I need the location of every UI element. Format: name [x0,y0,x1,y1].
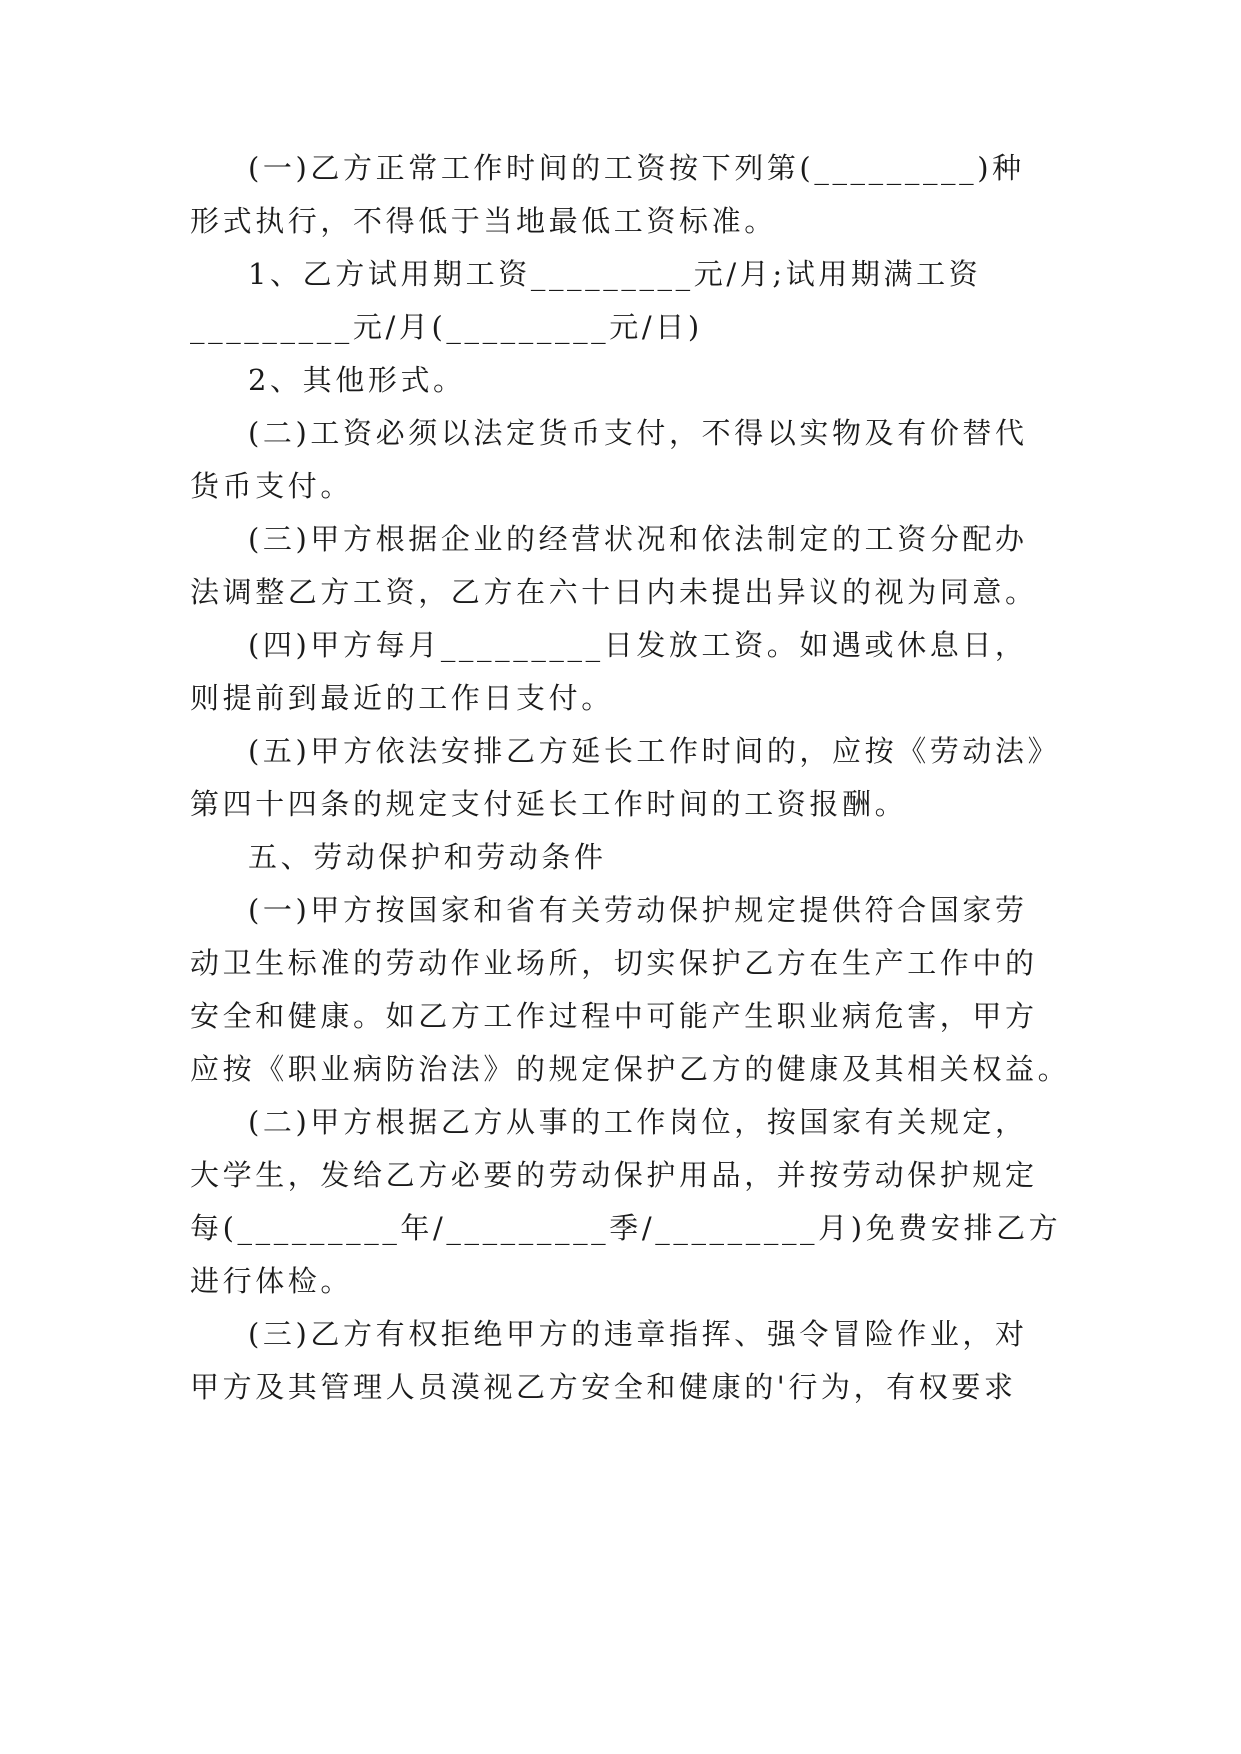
section-heading: 五、劳动保护和劳动条件 [248,840,607,874]
paragraph-line: 形式执行，不得低于当地最低工资标准。 [190,204,777,238]
paragraph-line: 进行体检。 [190,1264,354,1298]
paragraph-line: 每(_________年/_________季/_________月)免费安排乙方 [190,1211,1062,1245]
paragraph-line: (五)甲方依法安排乙方延长工作时间的，应按《劳动法》 [248,734,1061,768]
paragraph-line: (二)工资必须以法定货币支付，不得以实物及有价替代 [248,416,1028,450]
paragraph-line: 2、其他形式。 [248,363,466,397]
paragraph-line: 1、乙方试用期工资_________元/月;试用期满工资 [248,257,982,291]
paragraph-line: (一)乙方正常工作时间的工资按下列第(_________)种 [248,151,1025,185]
paragraph-line: (一)甲方按国家和省有关劳动保护规定提供符合国家劳 [248,893,1028,927]
paragraph-line: 法调整乙方工资，乙方在六十日内未提出异议的视为同意。 [190,575,1038,609]
paragraph-line: 大学生，发给乙方必要的劳动保护用品，并按劳动保护规定 [190,1158,1038,1192]
paragraph-line: (三)甲方根据企业的经营状况和依法制定的工资分配办 [248,522,1028,556]
paragraph-line: (三)乙方有权拒绝甲方的违章指挥、强令冒险作业，对 [248,1317,1028,1351]
paragraph-line: (二)甲方根据乙方从事的工作岗位，按国家有关规定， [248,1105,1028,1139]
paragraph-line: _________元/月(_________元/日) [190,310,703,344]
paragraph-line: 安全和健康。如乙方工作过程中可能产生职业病危害，甲方 [190,999,1038,1033]
paragraph-line: 应按《职业病防治法》的规定保护乙方的健康及其相关权益。 [190,1052,1071,1086]
paragraph-line: (四)甲方每月_________日发放工资。如遇或休息日， [248,628,1028,662]
paragraph-line: 动卫生标准的劳动作业场所，切实保护乙方在生产工作中的 [190,946,1038,980]
paragraph-line: 货币支付。 [190,469,354,503]
paragraph-line: 甲方及其管理人员漠视乙方安全和健康的'行为，有权要求 [190,1370,1017,1404]
paragraph-line: 第四十四条的规定支付延长工作时间的工资报酬。 [190,787,908,821]
paragraph-line: 则提前到最近的工作日支付。 [190,681,614,715]
